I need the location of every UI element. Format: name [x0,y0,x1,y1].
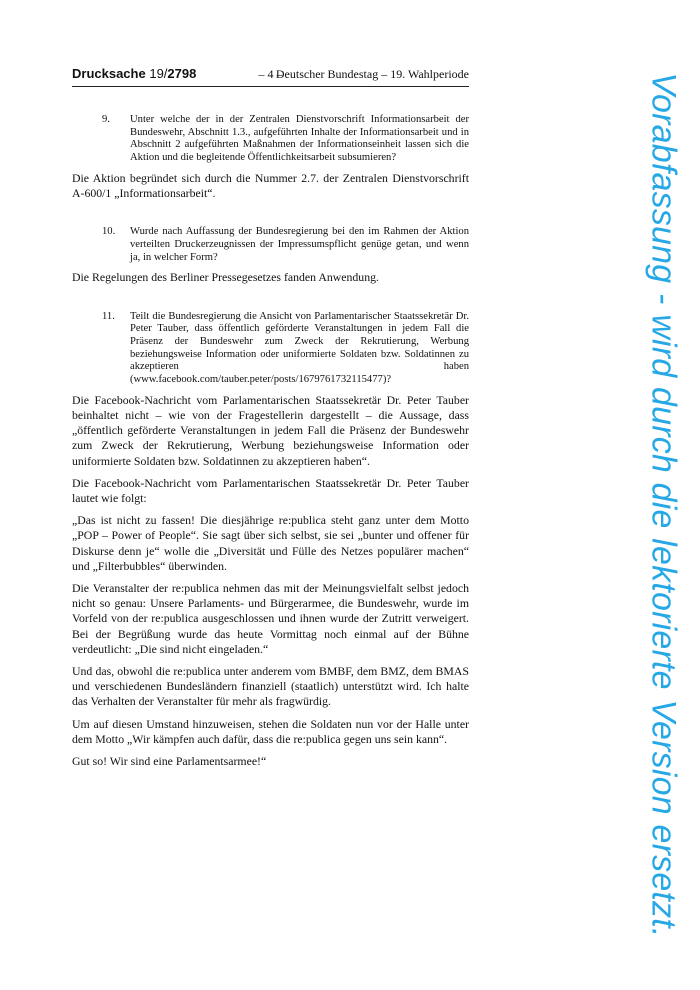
question-text: Wurde nach Auffassung der Bundesregierung bei den im Rahmen der Aktion verteilten Druckerzeugnissen der Impressumspflicht genüge getan, und wenn ja, in welcher Form? [130,226,469,263]
page-number: – 4 – [258,67,283,81]
quote-paragraph: Gut so! Wir sind eine Parlamentsarmee!“ [72,754,267,769]
question-text: Unter welche der in der Zentralen Dienstvorschrift Informationsarbeit der Bundeswehr, Abschnitt 1.3., aufgeführten Inhalte der Informationsarbeit und in Abschnitt 2 aufgeführten Maßnahmen der Informationseinheit lassen sich die Aktion und die begleitende Öffentlichkeitsarbeit subsumieren? [130,114,469,164]
quote-paragraph: Und das, obwohl die re:publica unter anderem vom BMBF, dem BMZ, dem BMAS und verschiedenen Bundesländern finanziell (staatlich) unterstützt wird. Ich halte das Verhalten der Veranstalter für mehr als fragwürdig. [72,664,469,709]
question-text: Teilt die Bundesregierung die Ansicht von Parlamentarischer Staatssekretär Dr. Peter Tauber, dass öffentlich geförderte Veranstaltungen in jedem Fall die Präsenz der Bundeswehr zum Zweck der Rekrutierung, Werbung beziehungsweise Information oder uniformierte Soldaten bzw. Soldatinnen zu akzeptieren haben (www.facebook.com/tauber.peter/posts/1679761732115477)? [130,310,469,386]
parliament-label: Deutscher Bundestag – 19. Wahlperiode [275,67,469,81]
quote-paragraph: Um auf diesen Umstand hinzuweisen, stehen die Soldaten nun vor der Halle unter dem Motto „Wir kämpfen auch dafür, dass die re:publica gegen uns sein kann“. [72,716,469,746]
question-number: 11. [102,310,115,322]
document-body [72,114,469,776]
answer-paragraph: Die Facebook-Nachricht vom Parlamentarischen Staatssekretär Dr. Peter Tauber beinhaltet nicht – wie von der Fragestellerin dargestellt – die Aussage, dass „öffentlich geförderte Veranstaltungen in jedem Fall die Präsenz der Bundeswehr zum Zweck der Rekrutierung, Werbung beziehungsweise Information oder uniformierte Soldaten bzw. Soldatinnen zu akzeptieren haben“. [72,392,469,468]
question-number: 9. [102,114,110,125]
question-10 [102,226,469,264]
question-9 [102,114,469,165]
answer-paragraph: Die Aktion begründet sich durch die Nummer 2.7. der Zentralen Dienstvorschrift A-600/1 „Informationsarbeit“. [72,170,469,201]
doc-prefix: Drucksache [72,66,146,81]
doc-period: 19/ [149,66,168,81]
draft-watermark [640,72,686,938]
question-11 [102,310,469,387]
doc-number: 2798 [167,66,197,81]
quote-paragraph: „Das ist nicht zu fassen! Die diesjährige re:publica steht ganz unter dem Motto „POP – Power of People“. Sie sagt über sich selbst, sie sei „bunter und offener für Diskurse denn je“ wolle die „Diversität und Fülle des Netzes populärer machen“ und „Filterbubbles“ überwinden. [72,513,469,573]
answer-paragraph: Die Facebook-Nachricht vom Parlamentarischen Staatssekretär Dr. Peter Tauber lautet wie folgt: [72,475,469,505]
answer-paragraph: Die Regelungen des Berliner Pressegesetzes fanden Anwendung. [72,270,379,285]
question-number: 10. [102,226,116,238]
page-header [72,66,469,87]
quote-paragraph: Die Veranstalter der re:publica nehmen das mit der Meinungsvielfalt selbst jedoch nicht so genau: Unsere Parlaments- und Bürgerarmee, die Bundeswehr, wurde im Vorfeld von der re:publica ausgeschlossen und ihnen wurde der Zutritt verweigert. Bei der Begrüßung wurde das heute Vormittag noch einmal auf der Bühne verdeutlicht: „Die sind nicht eingeladen.“ [72,580,469,656]
watermark-text: Vorabfassung - wird durch die lektorierte Version ersetzt. [644,72,683,938]
